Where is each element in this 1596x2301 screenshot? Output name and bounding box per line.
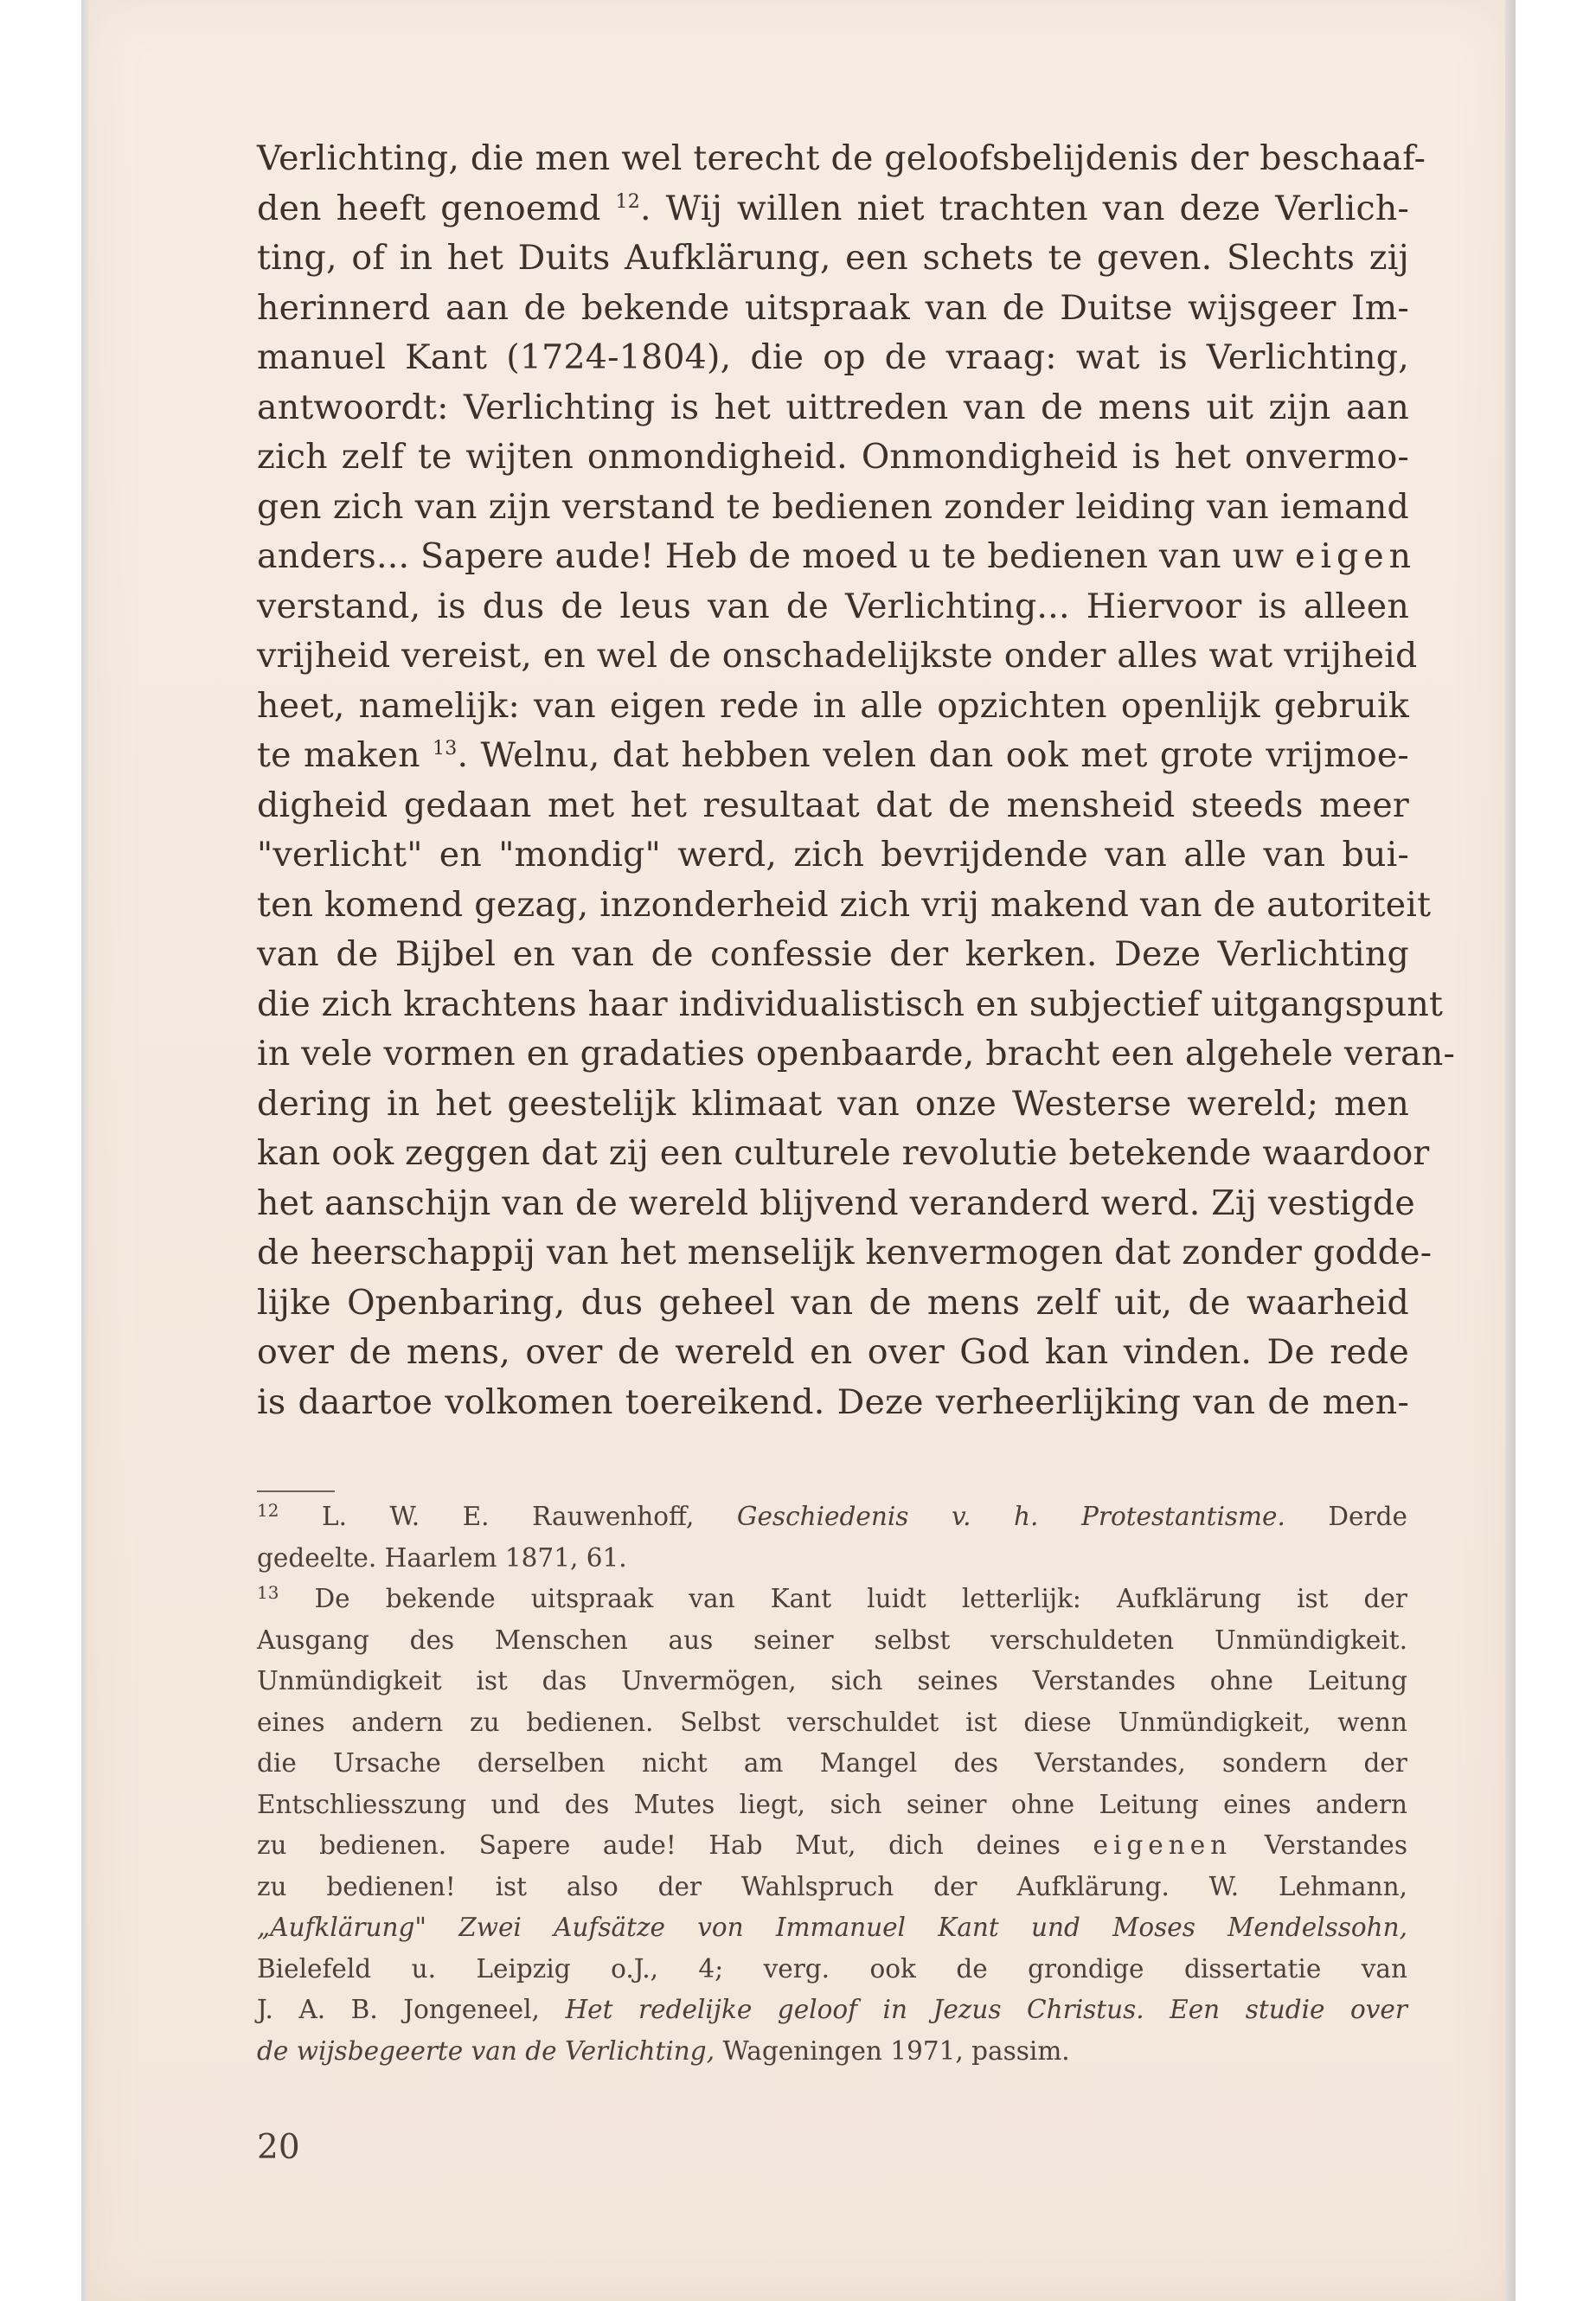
footnotes [257,1497,1407,2072]
text-fragment: den heeft genoemd [257,188,601,228]
text-line: heet, namelijk: van eigen rede in alle opzichten openlijk gebruik [257,685,1409,726]
footnote-13-line: Unmündigkeit ist das Unvermögen, sich seines Verstandes ohne Leitung [257,1666,1407,1695]
text-line: gen zich van zijn verstand te bedienen zonder leiding van iemand [257,486,1409,527]
text-line: van de Bijbel en van de confessie der kerken. Deze Verlichting [257,934,1409,974]
text-line: antwoordt: Verlichting is het uittreden van de mens uit zijn aan [257,387,1409,427]
footnote-13-line: Entschliesszung und des Mutes liegt, sich seiner ohne Leitung eines andern [257,1789,1407,1819]
footnote-13-line: zu bedienen! ist also der Wahlspruch der Aufklärung. W. Lehmann, [257,1871,1407,1901]
footnote-13-line: „Aufklärung" Zwei Aufsätze von Immanuel Kant und Moses Mendelssohn, [257,1913,1407,1942]
text-line: in vele vormen en gradaties openbaarde, bracht een algehele veran- [257,1034,1456,1074]
page-number: 20 [257,2128,300,2167]
text-line: herinnerd aan de bekende uitspraak van de Duitse wijsgeer Im- [257,287,1409,328]
text-line: die zich krachtens haar individualistisch en subjectief uitgangspunt [257,984,1444,1024]
footnote-text: De bekende uitspraak van Kant luidt letterlijk: Aufklärung ist der [314,1584,1408,1613]
emphasis-spaced: eigenen [1093,1830,1233,1860]
emphasis-spaced: eigen [1294,536,1417,576]
footnote-13-line [257,2031,1407,2073]
footnote-12-line: gedeelte. Haarlem 1871, 61. [257,1542,627,1573]
text-line [257,184,1409,234]
text-fragment: . Wij willen niet trachten van deze Verlich- [639,188,1410,228]
footnote-text: zu bedienen. Sapere aude! Hab Mut, dich deines [257,1830,1061,1860]
footnote-text: Derde [1328,1502,1407,1531]
footnote-text: J. A. B. Jongeneel, [257,1995,540,2024]
text-fragment: te maken [257,735,420,775]
text-line: manuel Kant (1724-1804), die op de vraag: wat is Verlichting, [257,337,1409,377]
text-fragment: . Welnu, dat hebben velen dan ook met grote vrijmoe- [457,735,1409,775]
footnote-13-line: eines andern zu bedienen. Selbst verschuldet ist diese Unmündigkeit, wenn [257,1707,1407,1737]
footnote-text: Wageningen 1971, passim. [722,2035,1070,2066]
text-line: vrijheid vereist, en wel de onschadelijkste onder alles wat vrijheid [257,636,1418,676]
main-paragraph [257,134,1456,1427]
footnote-marker-13: 13 [257,1582,279,1603]
footnote-12-line [257,1497,1407,1538]
footnote-title: de wijsbegeerte van de Verlichting, [257,2035,715,2066]
footnote-13-line [257,1825,1407,1867]
text-line [257,532,1417,582]
footnote-text: Verstandes [1264,1830,1407,1860]
footnote-divider [257,1490,335,1492]
text-line: "verlicht" en "mondig" werd, zich bevrijdende van alle van bui- [257,835,1409,875]
page-edge-right [1505,0,1516,2301]
text-line: het aanschijn van de wereld blijvend veranderd werd. Zij vestigde [257,1183,1415,1223]
text-line: is daartoe volkomen toereikend. Deze verheerlijking van de men- [257,1381,1409,1422]
text-line: digheid gedaan met het resultaat dat de mensheid steeds meer [257,785,1409,825]
text-line: Verlichting, die men wel terecht de geloofsbelijdenis der beschaaf- [257,138,1426,178]
text-line: dering in het geestelijk klimaat van onze Westerse wereld; men [257,1083,1409,1124]
text-line [257,731,1409,781]
text-line: kan ook zeggen dat zij een culturele revolutie betekende waardoor [257,1133,1430,1173]
text-line: ting, of in het Duits Aufklärung, een schets te geven. Slechts zij [257,238,1409,278]
footnote-ref-12[interactable]: 12 [615,190,640,213]
text-fragment: anders... Sapere aude! Heb de moed u te bedienen van uw [257,536,1285,576]
text-line: verstand, is dus de leus van de Verlichting... Hiervoor is alleen [257,586,1409,626]
footnote-13-line [257,1990,1407,2031]
footnote-title: Geschiedenis v. h. Protestantisme. [736,1502,1285,1531]
footnote-marker-12: 12 [257,1500,279,1521]
footnote-13-line: Ausgang des Menschen aus seiner selbst verschuldeten Unmündigkeit. [257,1625,1407,1655]
text-line: lijke Openbaring, dus geheel van de mens zelf uit, de waarheid [257,1282,1409,1323]
text-line: over de mens, over de wereld en over God kan vinden. De rede [257,1332,1409,1372]
footnote-13-line: die Ursache derselben nicht am Mangel des Verstandes, sondern der [257,1748,1407,1778]
footnote-title: Het redelijke geloof in Jezus Christus. Een studie over [565,1995,1407,2024]
text-line: ten komend gezag, inzonderheid zich vrij makend van de autoriteit [257,884,1432,925]
footnote-ref-13[interactable]: 13 [433,738,458,760]
footnote-13-line: Bielefeld u. Leipzig o.J., 4; verg. ook de grondige dissertatie van [257,1953,1407,1984]
footnote-author: L. W. E. Rauwenhoff, [322,1502,695,1531]
text-line: de heerschappij van het menselijk kenvermogen dat zonder godde- [257,1233,1433,1272]
text-line: zich zelf te wijten onmondigheid. Onmondigheid is het onvermo- [257,437,1409,477]
footnote-13-line [257,1579,1407,1620]
